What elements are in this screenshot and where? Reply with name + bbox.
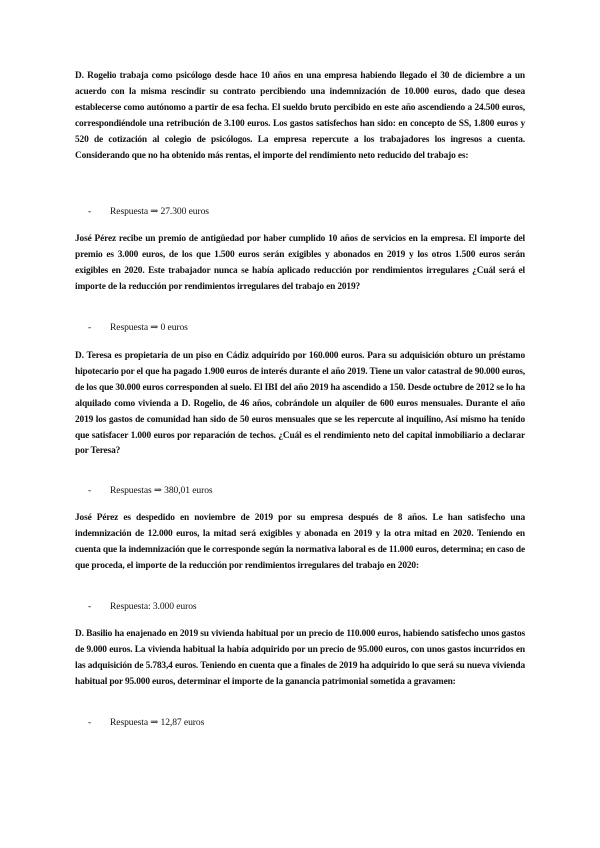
question-5-answer: - Respuesta ⇒ 12,87 euros	[88, 717, 205, 728]
question-4-text: José Pérez es despedido en noviembre de 2019 por su empresa después de 8 años. Le han satisfecho una indemnización de 12.000 euros, la mitad será exigibles y abonada en 2019 y la otra mitad en 2020. Teniendo en cuenta que la indemnización que le corresponde según la normativa laboral es de 11.000 euros, determina; en caso de que proceda, el importe de la reducción por rendimientos irregulares del trabajo en 2020:	[75, 513, 525, 571]
question-4-answer: - Respuesta: 3.000 euros	[88, 601, 197, 612]
question-2-text: José Pérez recibe un premio de antigüedad por haber cumplido 10 años de servicios en la empresa. El importe del premio es 3.000 euros, de los que 1.500 euros serán exigibles y abonados en 2019 y los otros 1.500 euros serán exigibles en 2020. Este trabajador nunca se había aplicado reducción por rendimientos irregulares ¿Cuál será el importe de la reducción por rendimientos irregulares del trabajo en 2019?	[75, 234, 525, 292]
question-3-text: D. Teresa es propietaria de un piso en Cádiz adquirido por 160.000 euros. Para su adquisición obturo un préstamo hipotecario por el que ha pagado 1.900 euros de interés durante el año 2019. Tiene un valor catastral de 90.000 euros, de los que 30.000 euros corresponden al suelo. El IBI del año 2019 ha ascendido a 150. Desde octubre de 2012 se lo ha alquilado como vivienda a D. Rogelio, de 46 años, cobrándole un alquiler de 600 euros mensuales. Durante el año 2019 los gastos de comunidad han sido de 50 euros mensuales que se les repercute al inquilino, Así mismo ha tenido que satisfacer 1.000 euros por reparación de techos. ¿Cuál es el rendimiento neto del capital inmobiliario a declarar por Teresa?	[75, 351, 525, 457]
answer-5-text: Respuesta ⇒ 12,87 euros	[110, 717, 205, 728]
answer-3-text: Respuestas ⇒ 380,01 euros	[110, 485, 213, 496]
answer-1-text: Respuesta ⇒ 27.300 euros	[110, 206, 209, 217]
answer-4-text: Respuesta: 3.000 euros	[110, 601, 197, 612]
question-1-text: D. Rogelio trabaja como psicólogo desde hace 10 años en una empresa habiendo llegado el 30 de diciembre a un acuerdo con la misma rescindir su contrato percibiendo una indemnización de 10.000 euros, dado que desea establecerse como autónomo a partir de esa fecha. El sueldo bruto percibido en este año ascendiendo a 24.500 euros, correspondiéndole una retribución de 3.100 euros. Los gastos satisfechos han sido: en concepto de SS, 1.800 euros y 520 de cotización al colegio de psicólogos. La empresa repercute a los trabajadores los ingresos a cuenta. Considerando que no ha obtenido más rentas, el importe del rendimiento neto reducido del trabajo es:	[75, 71, 525, 161]
question-5-text: D. Basilio ha enajenado en 2019 su vivienda habitual por un precio de 110.000 euros, habiendo satisfecho unos gastos de 9.000 euros. La vivienda habitual la había adquirido por un precio de 95.000 euros, con unos gastos incurridos en las adquisición de 5.783,4 euros. Teniendo en cuenta que a finales de 2019 ha adquirido lo que será su nueva vivienda habitual por 95.000 euros, determinar el importe de la ganancia patrimonial sometida a gravamen:	[75, 629, 525, 687]
question-2-answer: - Respuesta ⇒ 0 euros	[88, 322, 188, 333]
answer-2-text: Respuesta ⇒ 0 euros	[110, 322, 188, 333]
question-3-answer: - Respuestas ⇒ 380,01 euros	[88, 485, 213, 496]
question-1-answer: - Respuesta ⇒ 27.300 euros	[88, 206, 209, 217]
